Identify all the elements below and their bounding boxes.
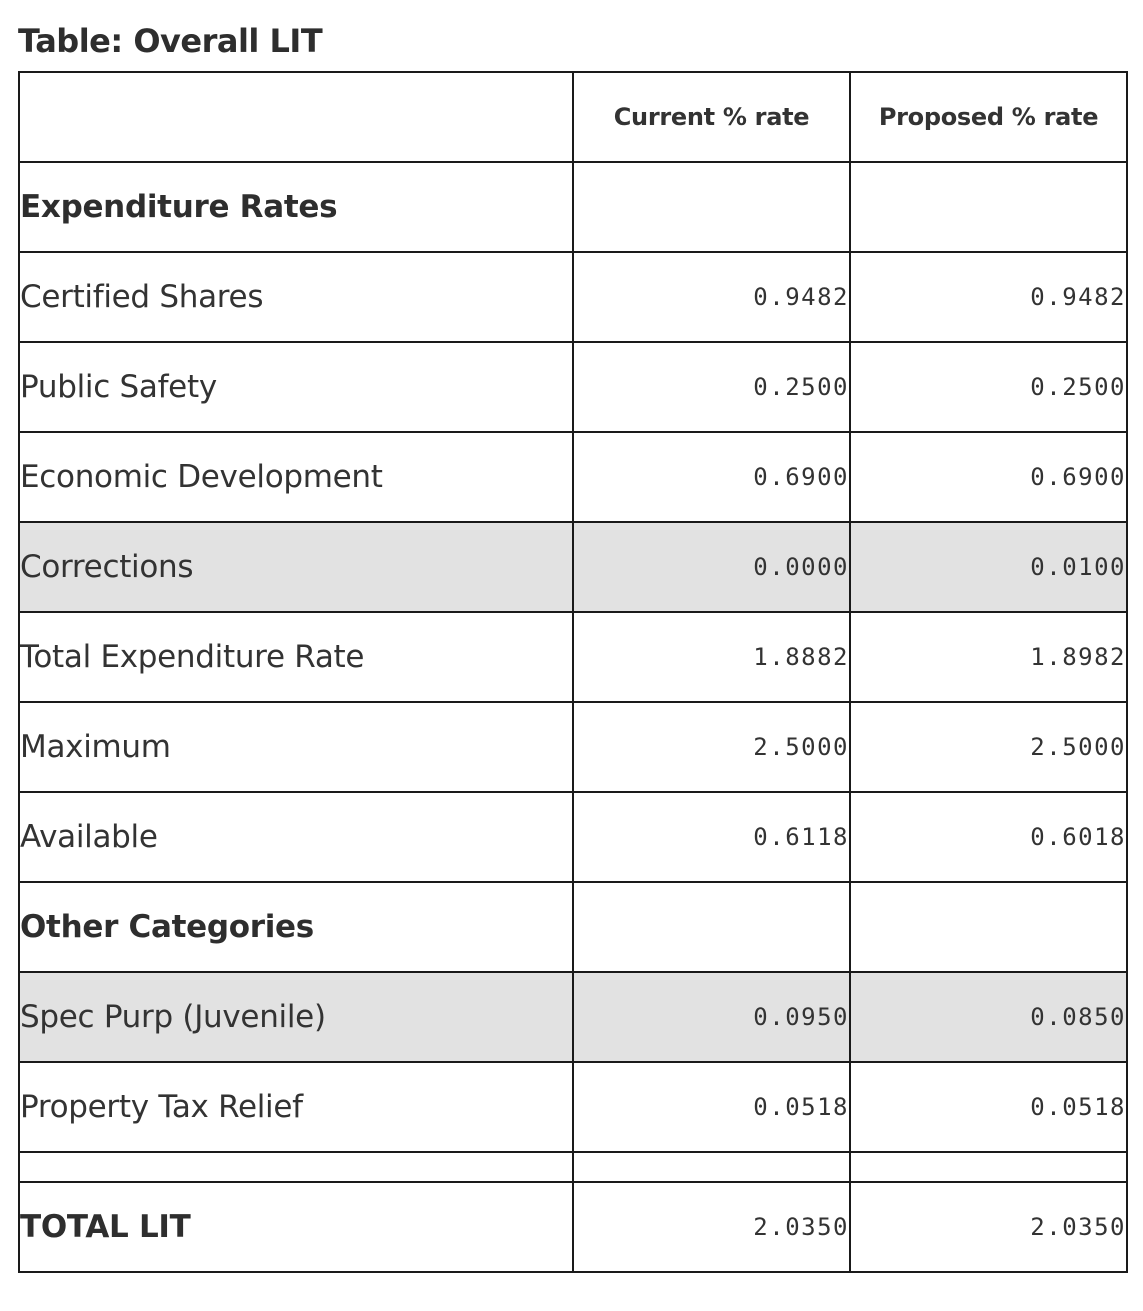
proposed-rate-cell: 0.0850 [850, 972, 1127, 1062]
row-label: Certified Shares [19, 252, 573, 342]
table-row-property-tax-relief [19, 1062, 1127, 1152]
row-label: Property Tax Relief [19, 1062, 573, 1152]
row-label: Corrections [19, 522, 573, 612]
table-row-total-expenditure-rate [19, 612, 1127, 702]
spacer-cell [850, 1152, 1127, 1182]
table-row-public-safety [19, 342, 1127, 432]
proposed-rate-cell: 1.8982 [850, 612, 1127, 702]
proposed-rate-cell: 0.6900 [850, 432, 1127, 522]
current-rate-cell [573, 162, 850, 252]
header-blank-cell [19, 72, 573, 162]
proposed-rate-cell: 0.6018 [850, 792, 1127, 882]
table-row-spacer [19, 1152, 1127, 1182]
proposed-rate-cell: 2.0350 [850, 1182, 1127, 1272]
current-rate-cell: 0.6900 [573, 432, 850, 522]
spacer-cell [573, 1152, 850, 1182]
header-row [19, 72, 1127, 162]
current-rate-cell: 2.5000 [573, 702, 850, 792]
row-label: Spec Purp (Juvenile) [19, 972, 573, 1062]
table-row-spec-purp-juvenile [19, 972, 1127, 1062]
section-row-other-categories [19, 882, 1127, 972]
table-row-available [19, 792, 1127, 882]
spacer-cell [19, 1152, 573, 1182]
proposed-rate-cell: 0.0100 [850, 522, 1127, 612]
proposed-rate-cell: 0.9482 [850, 252, 1127, 342]
overall-lit-table [18, 71, 1128, 1273]
row-label: Maximum [19, 702, 573, 792]
row-label: Total Expenditure Rate [19, 612, 573, 702]
current-rate-cell: 0.0000 [573, 522, 850, 612]
current-rate-cell: 1.8882 [573, 612, 850, 702]
current-rate-cell [573, 882, 850, 972]
row-label: Economic Development [19, 432, 573, 522]
row-label: Other Categories [19, 882, 573, 972]
current-rate-cell: 0.9482 [573, 252, 850, 342]
proposed-rate-cell: 0.0518 [850, 1062, 1127, 1152]
header-current-rate: Current % rate [573, 72, 850, 162]
proposed-rate-cell: 0.2500 [850, 342, 1127, 432]
table-caption: Table: Overall LIT [18, 22, 323, 60]
table-row-total-lit [19, 1182, 1127, 1272]
table-row-economic-development [19, 432, 1127, 522]
table-row-corrections [19, 522, 1127, 612]
proposed-rate-cell [850, 162, 1127, 252]
table-row-certified-shares [19, 252, 1127, 342]
current-rate-cell: 0.2500 [573, 342, 850, 432]
table-row-maximum [19, 702, 1127, 792]
row-label: Available [19, 792, 573, 882]
section-row-expenditure-rates [19, 162, 1127, 252]
current-rate-cell: 0.6118 [573, 792, 850, 882]
current-rate-cell: 2.0350 [573, 1182, 850, 1272]
row-label: Public Safety [19, 342, 573, 432]
current-rate-cell: 0.0518 [573, 1062, 850, 1152]
proposed-rate-cell: 2.5000 [850, 702, 1127, 792]
row-label: Expenditure Rates [19, 162, 573, 252]
current-rate-cell: 0.0950 [573, 972, 850, 1062]
proposed-rate-cell [850, 882, 1127, 972]
header-proposed-rate: Proposed % rate [850, 72, 1127, 162]
row-label: TOTAL LIT [19, 1182, 573, 1272]
